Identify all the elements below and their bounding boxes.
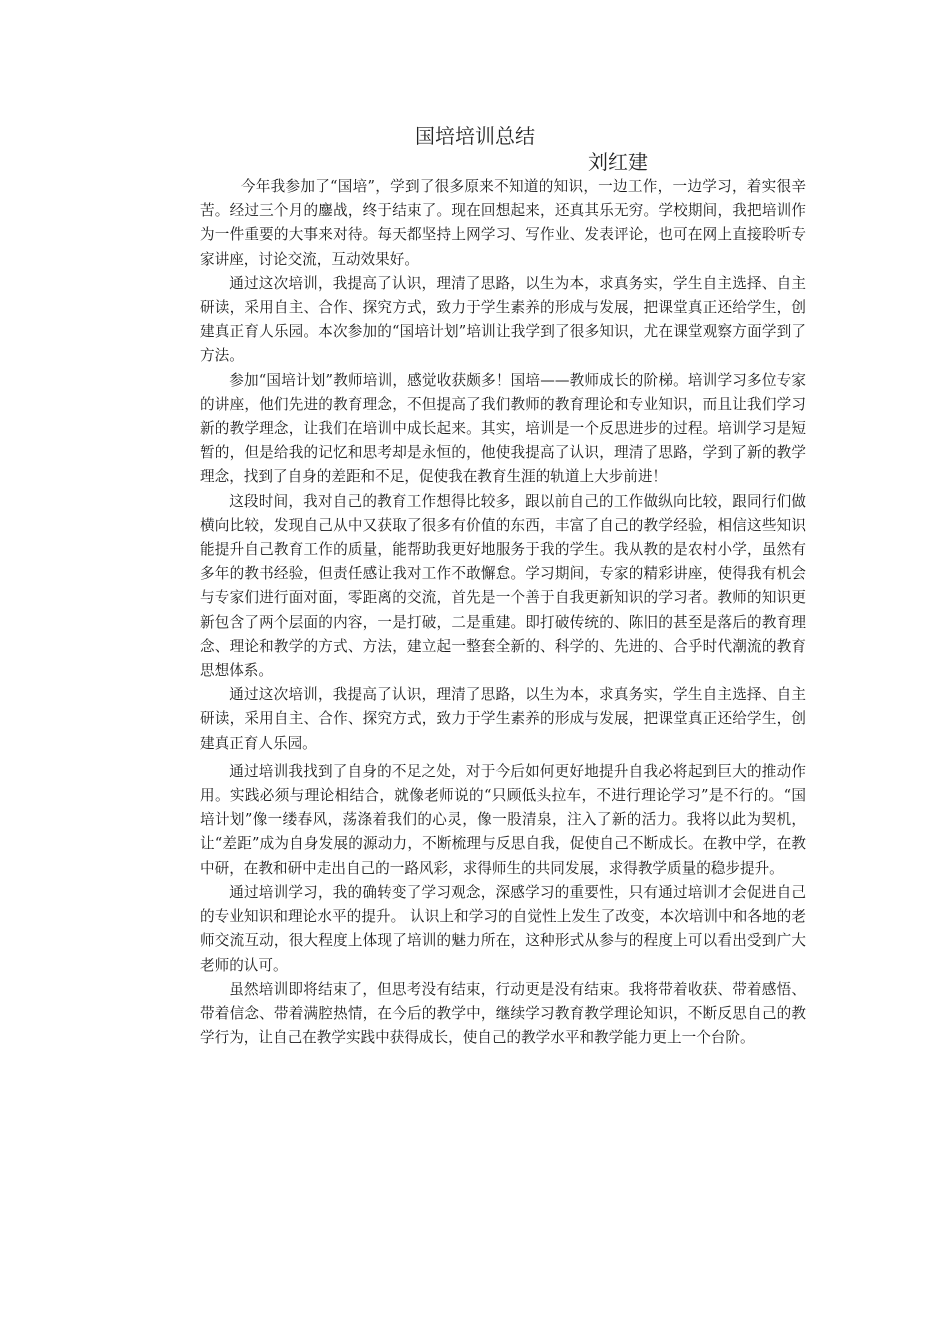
paragraph: 通过培训我找到了自身的不足之处，对于今后如何更好地提升自我必将起到巨大的推动作用。实践必须与理论相结合，就像老师说的“只顾低头拉车，不进行理论学习”是不行的。“国培计划”像一缕春风，荡涤着我们的心灵，像一股清泉，注入了新的活力。我将以此为契机，让“差距”成为自身发展的源动力，不断梳理与反思自我，促使自己不断成长。在教中学，在教中研，在教和研中走出自己的一路风彩，求得师生的共同发展，求得教学质量的稳步提升。: [200, 762, 806, 877]
paragraph: 参加“国培计划”教师培训，感觉收获颇多！国培——教师成长的阶梯。培训学习多位专家的讲座，他们先进的教育理念，不但提高了我们教师的教育理论和专业知识，而且让我们学习新的教学理念，让我们在培训中成长起来。其实，培训是一个反思进步的过程。培训学习是短暂的，但是给我的记忆和思考却是永恒的，他使我提高了认识，理清了思路，学到了新的教学理念，找到了自身的差距和不足，促使我在教育生涯的轨道上大步前进！: [200, 371, 806, 486]
paragraph: 今年我参加了“国培”，学到了很多原来不知道的知识，一边工作，一边学习，着实很辛苦。经过三个月的鏖战，终于结束了。现在回想起来，还真其乐无穷。学校期间，我把培训作为一件重要的大事来对待。每天都坚持上网学习、写作业、发表评论，也可在网上直接聆听专家讲座，讨论交流，互动效果好。: [200, 178, 806, 268]
paragraph: 通过培训学习，我的确转变了学习观念，深感学习的重要性，只有通过培训才会促进自己的专业知识和理论水平的提升。 认识上和学习的自觉性上发生了改变，本次培训中和各地的老师交流互动，很大程度上体现了培训的魅力所在，这种形式从参与的程度上可以看出受到广大老师的认可。: [200, 883, 806, 974]
paragraph: 虽然培训即将结束了，但思考没有结束，行动更是没有结束。我将带着收获、带着感悟、带着信念、带着满腔热情，在今后的教学中，继续学习教育教学理论知识，不断反思自己的教学行为，让自己在教学实践中获得成长，使自己的教学水平和教学能力更上一个台阶。: [200, 980, 806, 1047]
document-body: [200, 175, 806, 1050]
paragraph: 通过这次培训，我提高了认识，理清了思路，以生为本，求真务实，学生自主选择、自主研读，采用自主、合作、探究方式，致力于学生素养的形成与发展，把课堂真正还给学生，创建真正育人乐园。本次参加的“国培计划”培训让我学到了很多知识，尤在课堂观察方面学到了方法。: [200, 274, 806, 365]
document-title: 国培培训总结: [415, 124, 535, 148]
paragraph: 这段时间，我对自己的教育工作想得比较多，跟以前自己的工作做纵向比较，跟同行们做横向比较，发现自己从中又获取了很多有价值的东西，丰富了自己的教学经验，相信这些知识能提升自己教育工作的质量，能帮助我更好地服务于我的学生。我从教的是农村小学，虽然有多年的教书经验，但责任感让我对工作不敢懈怠。学习期间，专家的精彩讲座，使得我有机会与专家们进行面对面，零距离的交流，首先是一个善于自我更新知识的学习者。教师的知识更新包含了两个层面的内容，一是打破，二是重建。即打破传统的、陈旧的甚至是落后的教育理念、理论和教学的方式、方法，建立起一整套全新的、科学的、先进的、合乎时代潮流的教育思想体系。: [200, 492, 806, 680]
paragraph: 通过这次培训，我提高了认识，理清了思路，以生为本，求真务实，学生自主选择、自主研读，采用自主、合作、探究方式，致力于学生素养的形成与发展，把课堂真正还给学生，创建真正育人乐园。: [200, 686, 806, 752]
document-author: 刘红建: [588, 150, 648, 174]
